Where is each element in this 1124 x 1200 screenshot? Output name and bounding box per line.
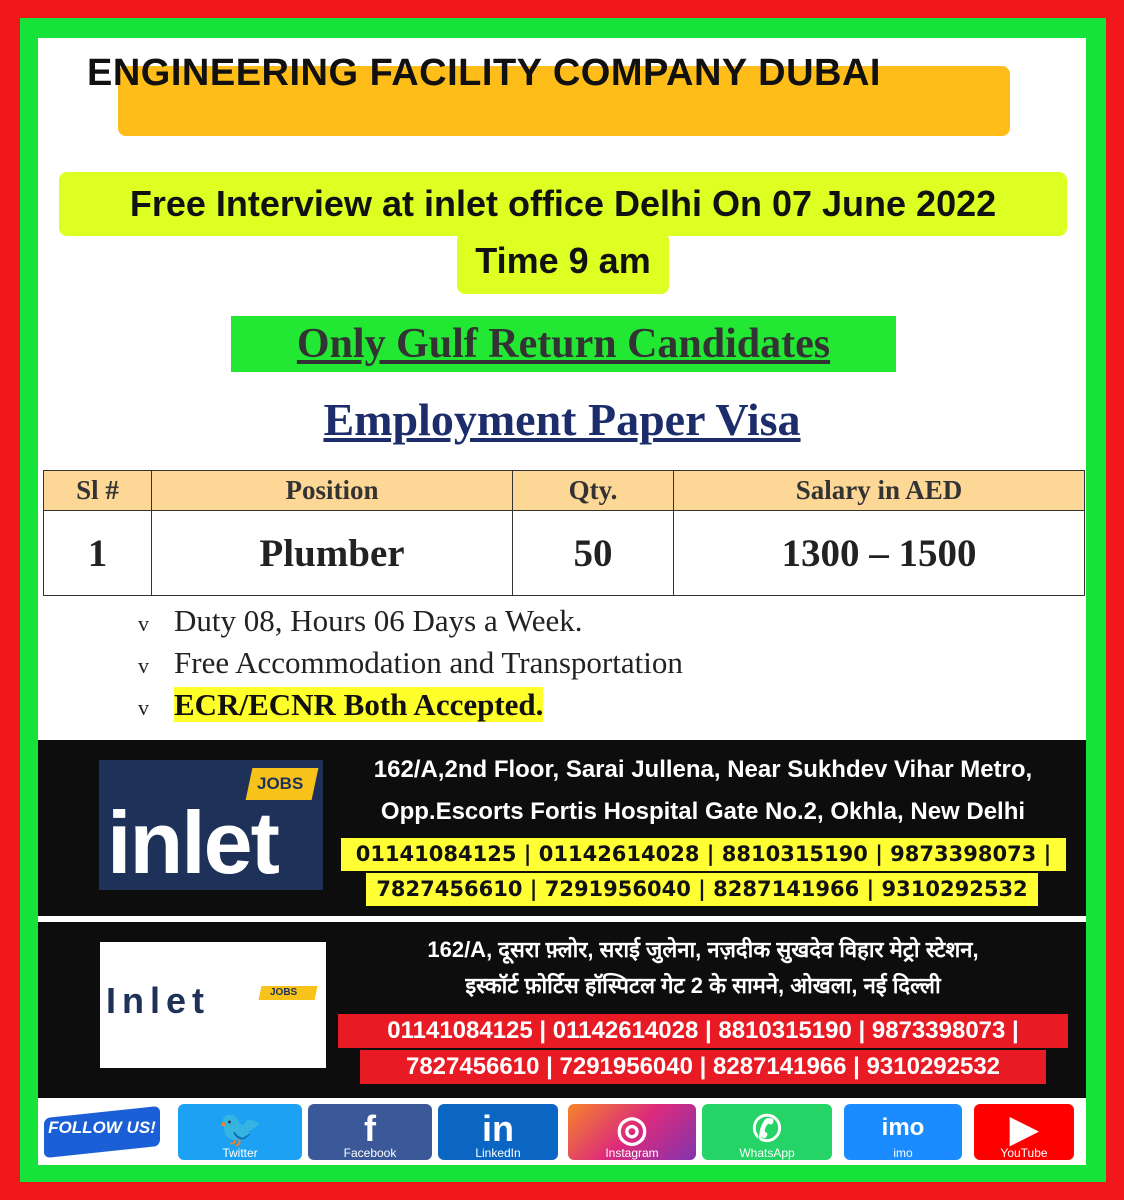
interview-date: Free Interview at inlet office Delhi On 07 June 2022 (129, 183, 997, 224)
inlet-jobs-logo (99, 760, 323, 890)
hindi-address-line-2: इस्कॉर्ट फ़ोर्टिस हॉस्पिटल गेट 2 के सामने, ओखला, नई दिल्ली (465, 973, 941, 998)
bullet-mark: v (138, 695, 149, 720)
twitter-glyph: 🐦 (217, 1108, 263, 1149)
benefit-text: Duty 08, Hours 06 Days a Week. (174, 603, 583, 638)
facebook-icon[interactable] (308, 1104, 432, 1160)
follow-us-label: FOLLOW US! (48, 1118, 156, 1137)
instagram-label: Instagram (605, 1146, 659, 1160)
benefit-text-highlighted: ECR/ECNR Both Accepted. (174, 687, 544, 722)
social-bar (38, 1102, 1086, 1165)
gulf-notice: Only Gulf Return Candidates (296, 321, 831, 367)
benefit-text: Free Accommodation and Transportation (174, 645, 683, 680)
logo-jobs-tag: JOBS (257, 774, 304, 793)
inlet-jobs-logo-white (100, 942, 326, 1068)
hindi-phone-numbers-line-2: 7827456610 | 7291956040 | 8287141966 | 9310292532 (405, 1053, 1001, 1080)
bullet-mark: v (138, 611, 149, 636)
column-header-sl: Sl # (44, 471, 152, 511)
instagram-icon[interactable] (568, 1104, 696, 1160)
facebook-glyph: f (364, 1108, 376, 1149)
cell-salary: 1300 – 1500 (674, 511, 1085, 596)
list-item (138, 600, 683, 642)
whatsapp-glyph: ✆ (751, 1108, 783, 1149)
company-title: ENGINEERING FACILITY COMPANY DUBAI (87, 52, 881, 94)
address-line-2: Opp.Escorts Fortis Hospital Gate No.2, Okhla, New Delhi (380, 798, 1026, 825)
interview-time: Time 9 am (475, 240, 651, 281)
visa-type: Employment Paper Visa (323, 394, 801, 445)
column-header-salary: Salary in AED (674, 471, 1085, 511)
poster-content (38, 38, 1086, 1165)
address-line-1: 162/A,2nd Floor, Sarai Jullena, Near Sukhdev Vihar Metro, (373, 756, 1033, 783)
phone-numbers-line-2: 7827456610 | 7291956040 | 8287141966 | 9310292532 (376, 877, 1028, 901)
table-header-row (44, 471, 1085, 511)
youtube-glyph: ▶ (1010, 1108, 1038, 1149)
cell-position: Plumber (152, 511, 513, 596)
linkedin-icon[interactable] (438, 1104, 558, 1160)
column-header-position: Position (152, 471, 513, 511)
logo-jobs-tag: JOBS (270, 987, 298, 998)
imo-label: imo (893, 1146, 913, 1160)
table-row (44, 511, 1085, 596)
imo-icon[interactable] (844, 1104, 962, 1160)
imo-glyph: imo (881, 1114, 925, 1141)
cell-sl: 1 (44, 511, 152, 596)
linkedin-label: LinkedIn (475, 1146, 521, 1160)
whatsapp-icon[interactable] (702, 1104, 832, 1160)
jobs-table (43, 470, 1085, 596)
twitter-icon[interactable] (178, 1104, 302, 1160)
twitter-label: Twitter (222, 1146, 258, 1160)
logo-wordmark: inlet (107, 793, 278, 892)
linkedin-glyph: in (482, 1108, 514, 1149)
follow-us-badge (40, 1104, 164, 1160)
list-item (138, 642, 683, 684)
youtube-label: YouTube (1000, 1146, 1048, 1160)
bullet-mark: v (138, 653, 149, 678)
benefits-list (138, 600, 683, 726)
contact-panel-english (38, 740, 1086, 916)
whatsapp-label: WhatsApp (739, 1146, 795, 1160)
phone-numbers-line-1: 01141084125 | 01142614028 | 8810315190 | 9873398073 | (355, 842, 1052, 866)
logo-wordmark: Inlet (106, 980, 211, 1021)
facebook-label: Facebook (343, 1146, 397, 1160)
instagram-glyph: ◎ (616, 1108, 648, 1149)
cell-qty: 50 (513, 511, 674, 596)
youtube-icon[interactable] (974, 1104, 1074, 1160)
contact-panel-hindi (38, 922, 1086, 1098)
hindi-phone-numbers-line-1: 01141084125 | 01142614028 | 8810315190 | 9873398073 | (387, 1017, 1019, 1044)
column-header-qty: Qty. (513, 471, 674, 511)
hindi-address-line-1: 162/A, दूसरा फ़्लोर, सराई जुलेना, नज़दीक सुखदेव विहार मेट्रो स्टेशन, (427, 937, 979, 962)
list-item (138, 684, 683, 726)
